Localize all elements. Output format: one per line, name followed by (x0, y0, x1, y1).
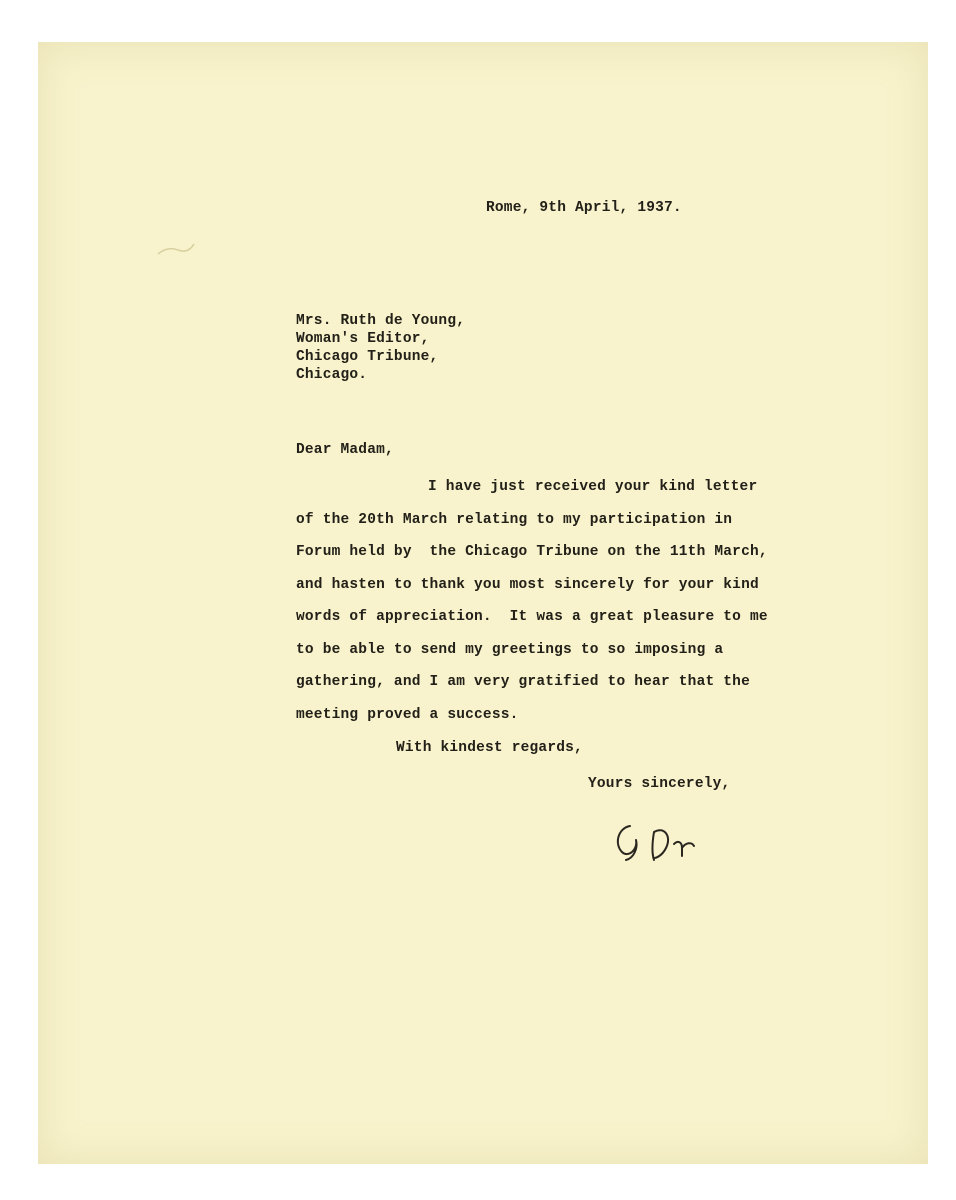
body-line: to be able to send my greetings to so imposing a (296, 642, 724, 658)
handwritten-signature (608, 814, 728, 874)
closing-line: Yours sincerely, (588, 776, 731, 792)
recipient-title: Woman's Editor, (296, 331, 430, 347)
letter-date: Rome, 9th April, 1937. (486, 200, 682, 216)
body-line: I have just received your kind letter (428, 479, 758, 495)
body-line: gathering, and I am very gratified to hear that the (296, 674, 750, 690)
paper-crease-mark (156, 240, 196, 262)
recipient-name: Mrs. Ruth de Young, (296, 313, 466, 329)
recipient-organization: Chicago Tribune, (296, 349, 439, 365)
body-line: meeting proved a success. (296, 707, 519, 723)
recipient-city: Chicago. (296, 367, 368, 383)
body-line: Forum held by the Chicago Tribune on the 11th March, (296, 544, 768, 560)
body-line: words of appreciation. It was a great pleasure to me (296, 609, 768, 625)
body-line: and hasten to thank you most sincerely for your kind (296, 577, 759, 593)
regards-line: With kindest regards, (396, 740, 583, 756)
letter-page (38, 42, 928, 1164)
salutation: Dear Madam, (296, 442, 394, 458)
body-line: of the 20th March relating to my participation in (296, 512, 733, 528)
